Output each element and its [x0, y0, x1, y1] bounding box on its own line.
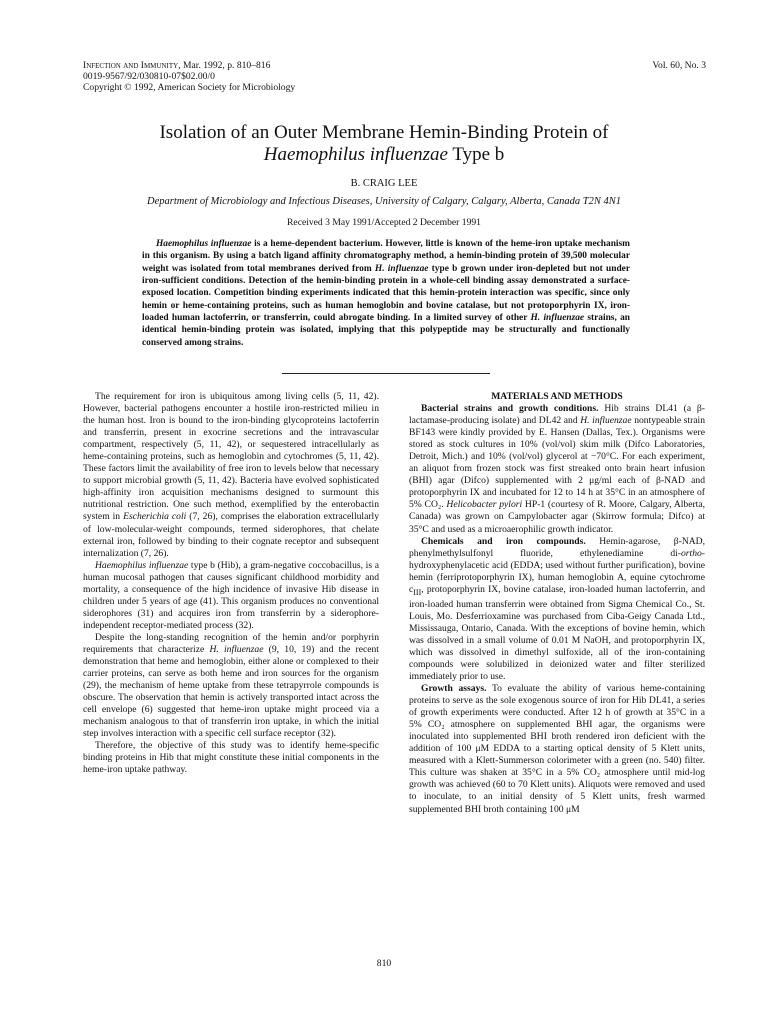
abstract: [142, 238, 630, 349]
title-organism: Haemophilus influenzae: [263, 144, 448, 165]
title-type: Type b: [447, 144, 505, 165]
strains-text-1: Hib strains DL41 (a β-lactamase-producing isolate) and DL42 and: [409, 403, 706, 427]
methods-paragraph-growth: [409, 683, 705, 816]
strains-text-2: nontypeable strain BF143 were kindly provided by E. Hansen (Dallas, Tex.). Organisms were stored as stock cultures in 10% (vol/vol) skim milk (Difco Laboratories, Detroit, Mich.) and 10% (vol/vol) glycerol at −70°C. For each experiment, an aliquot from frozen stock was first streaked onto brain heart infusion (BHI) agar (Difco) supplemented with 2 μg/ml each of β-NAD and protoporphyrin IX and incubated for 12 to 14 h at 35°C in an atmosphere of 5% CO₂.: [409, 415, 705, 511]
intro-paragraph-4: Therefore, the objective of this study was to identify heme-specific binding proteins in Hib that might constitute these initial components in the heme-iron uptake pathway.: [83, 740, 379, 776]
chemicals-text-1: Hemin-agarose, β-NAD, phenylmethylsulfonyl fluoride, ethylenediamine di-: [409, 535, 705, 559]
journal-citation: [83, 60, 295, 71]
section-heading-methods: MATERIALS AND METHODS: [491, 391, 623, 402]
run-in-heading-growth: Growth assays.: [421, 683, 487, 695]
volume-info: Vol. 60, No. 3: [652, 60, 706, 71]
journal-name: Infection and Immunity: [83, 60, 179, 71]
abstract-text-2: type b grown under iron-depleted but not under iron-sufficient conditions. Detection of the hemin-binding protein in a whole-cell binding assay demonstrated a surface-exposed location. Competition binding experiments indicated that this hemin-protein interaction was specific, since only hemin or heme-containing proteins, such as human hemoglobin and bovine catalase, but not protoporphyrin IX, iron-loaded human lactoferrin, or transferrin, could abrogate binding. In a limited survey of other: [142, 263, 630, 324]
methods-paragraph-chemicals: [409, 536, 705, 683]
page-number: 810: [376, 958, 392, 969]
author-affiliation: Department of Microbiology and Infectious Diseases, University of Calgary, Calgary, Alberta, Canada T2N 4N1: [147, 196, 621, 207]
journal-header: [83, 60, 295, 94]
run-in-heading-strains: Bacterial strains and growth conditions.: [421, 403, 599, 415]
abstract-organism-3: H. influenzae: [530, 313, 585, 324]
chemicals-ortho: ortho: [681, 547, 702, 559]
intro-paragraph-3: [83, 632, 379, 740]
right-column: [409, 391, 705, 816]
copyright-line: Copyright © 1992, American Society for Microbiology: [83, 82, 296, 94]
intro-p3-text-1: Despite the long-standing recognition of the hemin and/or porphyrin requirements that characterize: [83, 631, 379, 655]
title-line-1: Isolation of an Outer Membrane Hemin-Binding Protein of: [159, 122, 609, 143]
abstract-organism: Haemophilus influenzae: [156, 239, 252, 249]
received-dates: Received 3 May 1991/Accepted 2 December 1991: [287, 217, 481, 228]
abstract-organism-2: H. influenzae: [374, 263, 429, 274]
left-column: [83, 391, 379, 777]
chemicals-text-2: -hydroxyphenylacetic acid (EDDA; used without further purification), bovine hemin (ferriprotoporphyrin IX), human hemoglobin A, equine cytochrome c: [409, 547, 705, 595]
intro-p1-organism: Escherichia coli: [123, 511, 187, 523]
growth-text: To evaluate the ability of various heme-containing proteins to serve as the sole exogenous source of iron for Hib DL41, a series of growth experiments were conducted. After 12 h of growth at 35°C in a 5% CO₂ atmosphere on supplemented BHI agar, the organisms were inoculated into supplemented BHI broth rendered iron deficient with the addition of 100 μM EDDA to a starting optical density of 5 Klett units, measured with a Klett-Summerson colorimeter with a green (no. 540) filter. This culture was shaken at 35°C in a 5% CO₂ atmosphere until mid-log growth was achieved (60 to 70 Klett units). Aliquots were removed and used to inoculate, to an initial density of 5 Klett units, fresh warmed supplemented BHI broth containing 100 μM: [409, 683, 705, 815]
intro-paragraph-2: [83, 560, 379, 632]
intro-p3-text-2: (9, 10, 19) and the recent demonstration that heme and hemoglobin, either alone or complexed to their carrier proteins, can serve as both heme and iron sources for the organism (29), the mechanism of heme uptake from these tetrapyrrole compounds is obscure. The observation that hemin is actively transported intact across the cell envelope (6) suggested that heme-iron uptake might proceed via a mechanism analogous to that of transferrin iron uptake, in which the initial step involves interaction with a specific cell surface receptor (32).: [83, 643, 379, 740]
intro-p1-text-2: (7, 26), comprises the elaboration extracellularly of low-molecular-weight compounds, termed siderophores, that chelate external iron, followed by binding to their cognate receptor and subsequent internalization (7, 26).: [83, 511, 379, 559]
run-in-heading-chemicals: Chemicals and iron compounds.: [421, 535, 586, 547]
strains-text-3: HP-1 (courtesy of R. Moore, Calgary, Alberta, Canada) was grown on Campylobacter agar (Skirrow formula; Difco) at 35°C and used as a microaerophilic growth indicator.: [409, 499, 705, 535]
chemicals-text-3: , protoporphyrin IX, bovine catalase, iron-loaded human lactoferrin, and iron-loaded human transferrin were obtained from Sigma Chemical Co., St. Louis, Mo. Desferrioxamine was purchased from Ciba-Geigy Canada Ltd., Mississauga, Ontario, Canada. With the exceptions of bovine hemin, which was dissolved in a small volume of 0.01 M NaOH, and protoporphyrin IX, which was dissolved in dimethyl sulfoxide, all of the iron-containing compounds were solubilized in deionized water and filter sterilized immediately prior to use.: [409, 583, 705, 682]
strains-organism-2: Helicobacter pylori: [446, 499, 523, 511]
methods-paragraph-strains: [409, 403, 705, 536]
intro-p2-organism: Haemophilus influenzae: [95, 559, 189, 571]
abstract-text-1: is a heme-dependent bacterium. However, little is known of the heme-iron uptake mechanism in this organism. By using a batch ligand affinity chromatography method, a hemin-binding protein of 39,500 molecular weight was isolated from total membranes derived from: [142, 239, 630, 274]
intro-p2-text: type b (Hib), a gram-negative coccobacillus, is a human mucosal pathogen that causes significant childhood morbidity and mortality, a consequence of the high incidence of invasive Hib disease in children under 5 years of age (41). This organism produces no conventional siderophores (31) and acquires iron from transferrin by a siderophore-independent receptor-mediated process (32).: [83, 559, 379, 631]
abstract-divider: [282, 373, 490, 374]
intro-paragraph-1: [83, 391, 379, 560]
author-name: B. CRAIG LEE: [350, 178, 418, 189]
intro-p3-organism: H. influenzae: [209, 643, 264, 655]
title-line-2: [0, 144, 768, 166]
journal-date-pages: , Mar. 1992, p. 810–816: [178, 60, 271, 71]
journal-code: 0019-9567/92/030810-07$02.00/0: [83, 71, 215, 83]
paper-title: [0, 122, 768, 166]
abstract-text-3: strains, an identical hemin-binding protein was isolated, implying that this polypeptide may be structurally and functionally conserved among strains.: [142, 313, 630, 348]
intro-p1-text-1: The requirement for iron is ubiquitous among living cells (5, 11, 42). However, bacterial pathogens encounter a hostile iron-restricted milieu in the human host. Iron is bound to the iron-binding glycoproteins lactoferrin and transferrin, present in exocrine secretions and the intravascular compartment, respectively (5, 11, 42), or sequestered intracellularly as heme-containing proteins, such as hemoglobin and cytochromes (5, 11, 42). These factors limit the availability of free iron to levels below that necessary to support microbial growth (5, 11, 42). Bacteria have evolved sophisticated high-affinity iron acquisition mechanisms designed to surmount this nutritional restriction. One such method, exemplified by the enterobactin system in: [83, 391, 379, 523]
chemicals-subscript: III: [413, 587, 422, 597]
strains-organism: H. influenzae: [580, 415, 632, 427]
